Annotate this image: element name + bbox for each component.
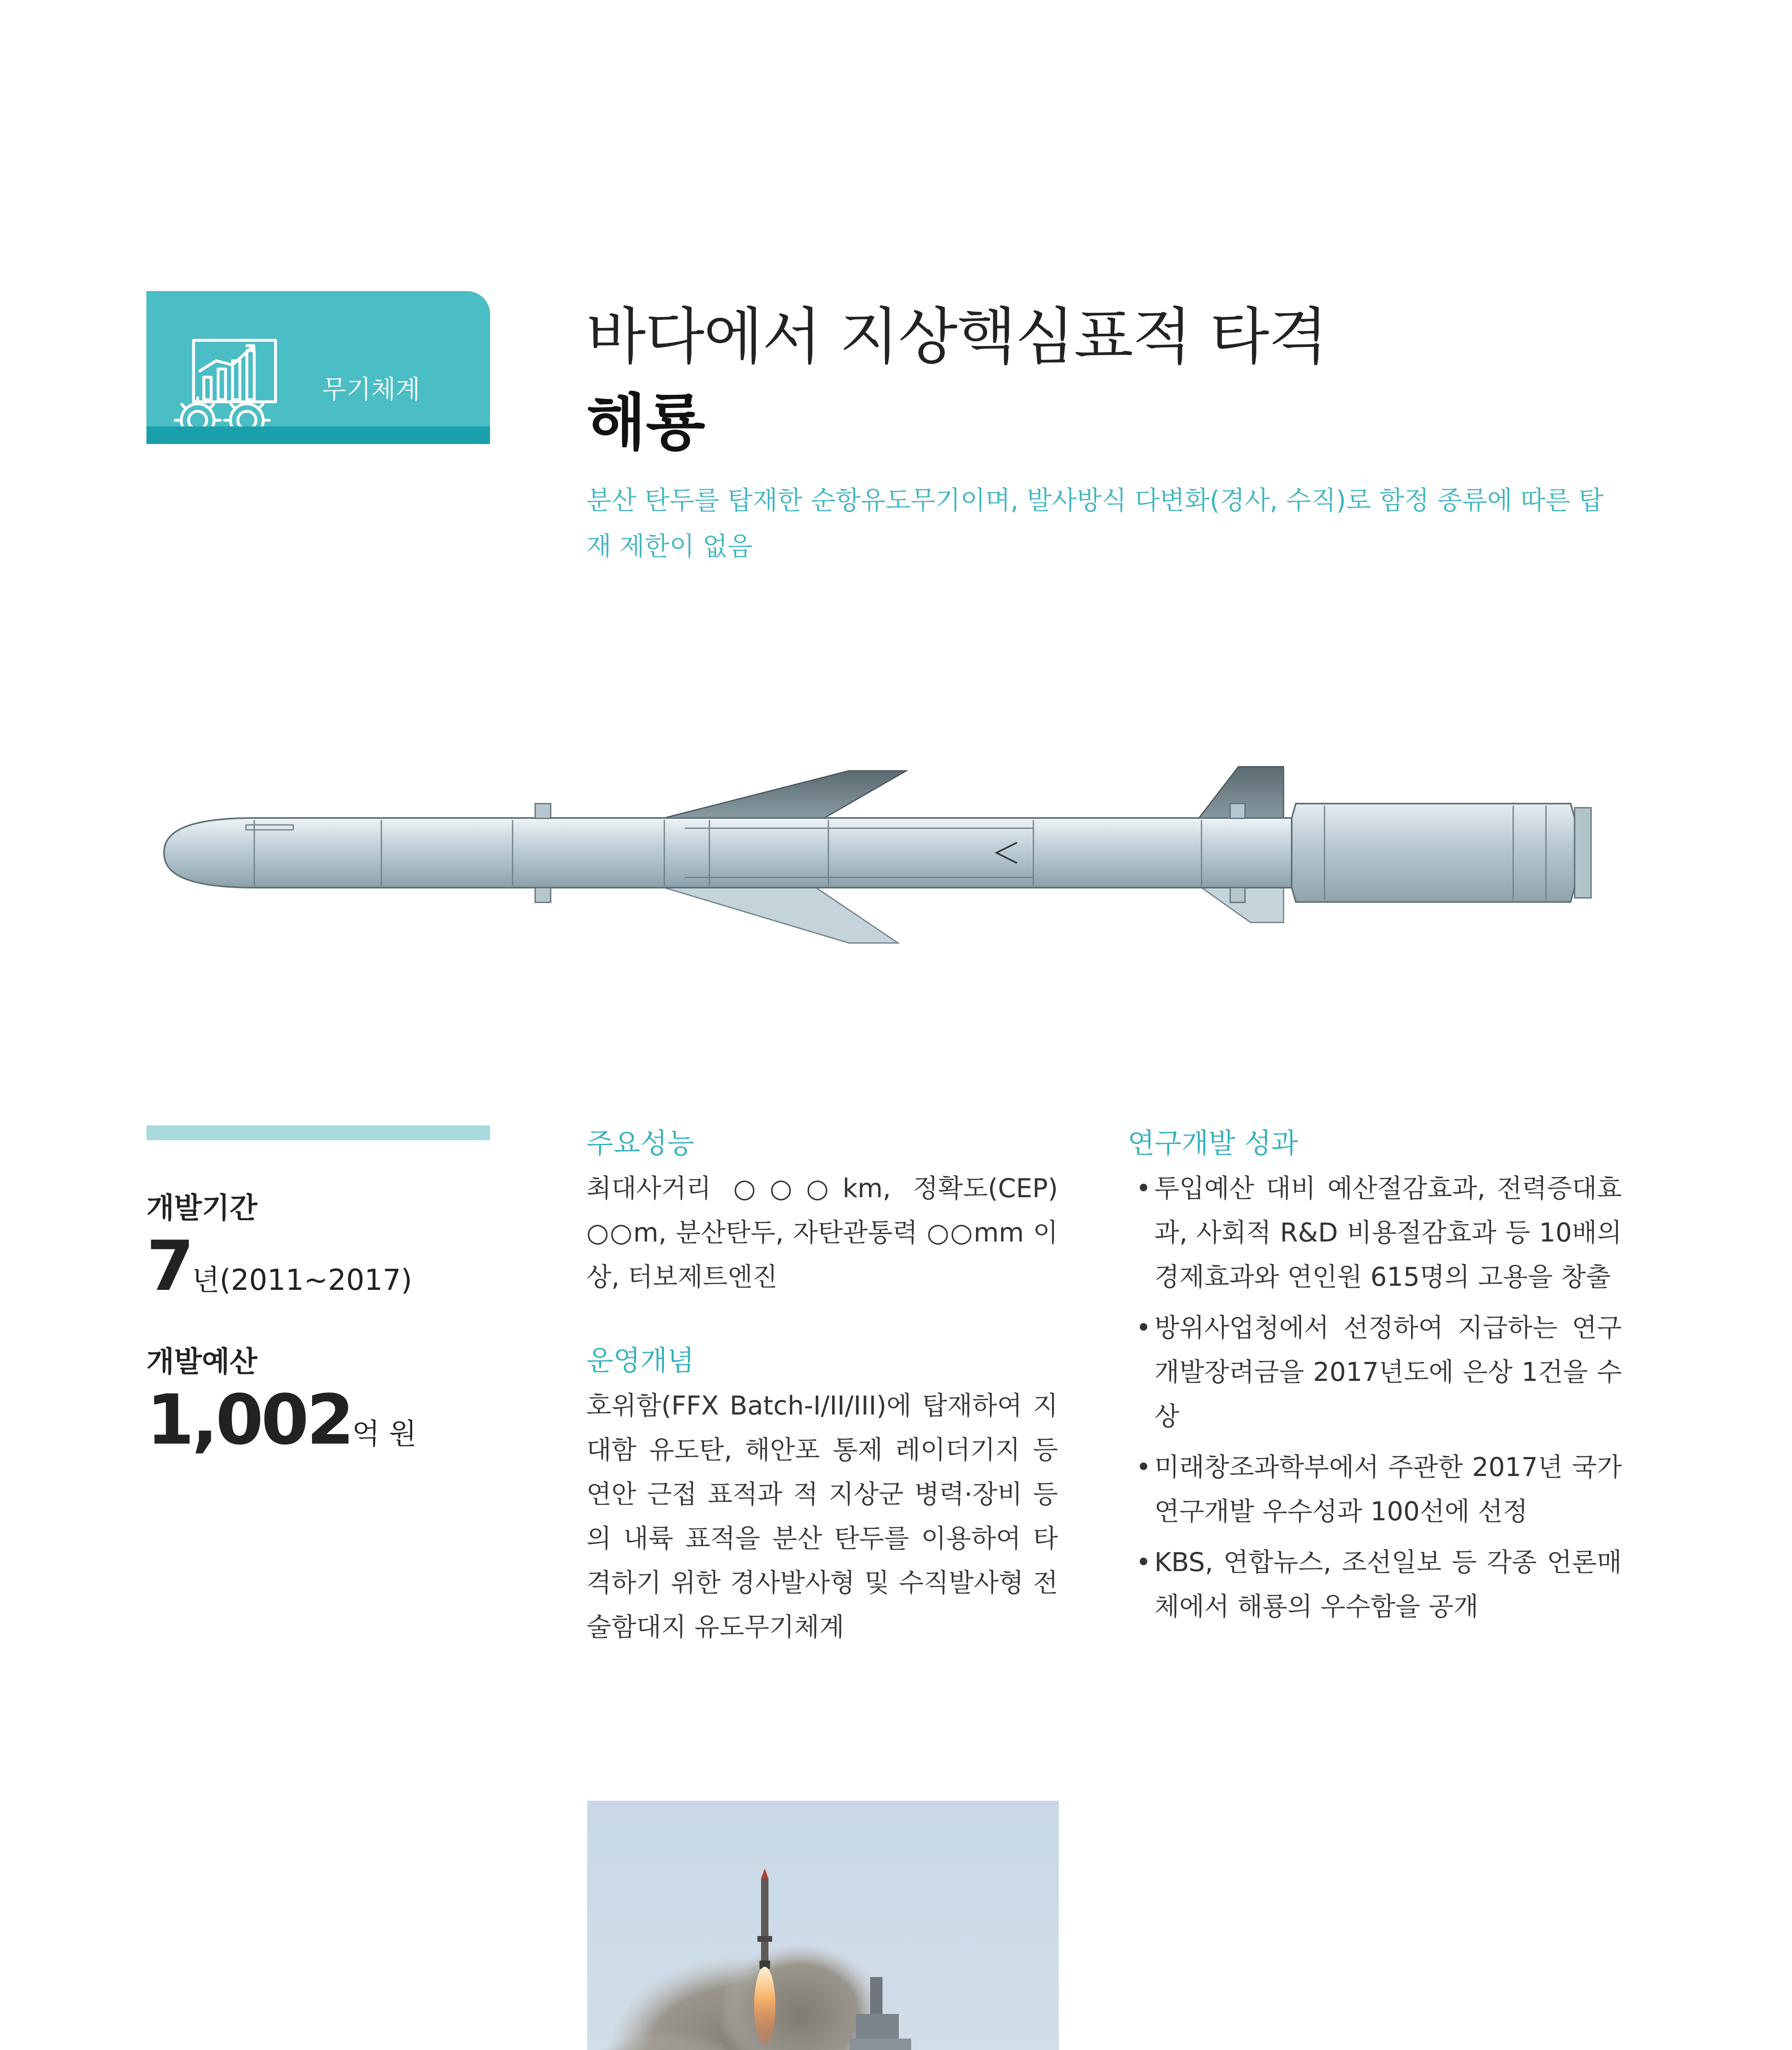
list-item: • 미래창조과학부에서 주관한 2017년 국가연구개발 우수성과 100선에 선정 (1128, 1445, 1622, 1534)
upper-wing (664, 771, 906, 818)
list-item: • 투입예산 대비 예산절감효과, 전력증대효과, 사회적 R&D 비용절감효과 등 10배의 경제효과와 연인원 615명의 고용을 창출 (1128, 1166, 1622, 1299)
dev-period-label: 개발기간 (146, 1191, 258, 1225)
results-heading: 연구개발 성과 (1128, 1128, 1298, 1160)
page-title: 해룡 (586, 387, 705, 459)
dev-period-number: 7 (146, 1226, 192, 1306)
dev-budget-number: 1,002 (146, 1380, 352, 1460)
missile-illustration (152, 746, 1640, 976)
dev-budget-value (146, 1380, 417, 1460)
list-item: • 방위사업청에서 선정하여 지급하는 연구개발장려금을 2017년도에 은상 1건을 수상 (1128, 1306, 1622, 1439)
page-subtitle: 바다에서 지상핵심표적 타격 (586, 301, 1327, 373)
category-tab-strip (146, 426, 490, 444)
list-item: • KBS, 연합뉴스, 조선일보 등 각종 언론매체에서 해룡의 우수함을 공개 (1128, 1540, 1622, 1629)
lower-wing (664, 888, 898, 943)
summary-text: 분산 탄두를 탑재한 순항유도무기이며, 발사방식 다변화(경사, 수직)로 함정 종류에 따른 탑재 제한이 없음 (586, 485, 1604, 561)
category-tab (146, 291, 490, 444)
dev-period-value (146, 1226, 412, 1306)
operations-heading: 운영개념 (586, 1345, 694, 1377)
dev-budget-unit: 억 원 (352, 1417, 417, 1451)
dev-budget-label: 개발예산 (146, 1345, 258, 1378)
booster-lug-top (1230, 804, 1245, 818)
booster (1292, 804, 1575, 902)
launch-lug-top (535, 804, 551, 818)
launch-photo (587, 1801, 1059, 2050)
launch-lug-bottom (535, 888, 551, 902)
dev-period-unit: 년(2011~2017) (192, 1263, 413, 1297)
results-list (1128, 1166, 1622, 1635)
booster-nozzle (1575, 808, 1591, 898)
performance-heading: 주요성능 (586, 1128, 694, 1160)
operations-text: 호위함(FFX Batch-I/II/III)에 탑재하여 지대함 유도탄, 해안포 통제 레이더기지 등 연안 근접 표적과 적 지상군 병력·장비 등의 내륙 표적을 분산 탄두를 이용하여 타격하기 위한 경사발사형 및 수직발사형 전술함대지 유도무기체계 (586, 1391, 1058, 1642)
booster-lug-bottom (1230, 888, 1245, 902)
performance-text: 최대사거리 ○○○km, 정확도(CEP) ○○m, 분산탄두, 자탄관통력 ○○mm 이상, 터보제트엔진 (586, 1173, 1058, 1292)
category-label: 무기체계 (322, 374, 420, 404)
stats-accent-bar (146, 1125, 490, 1140)
